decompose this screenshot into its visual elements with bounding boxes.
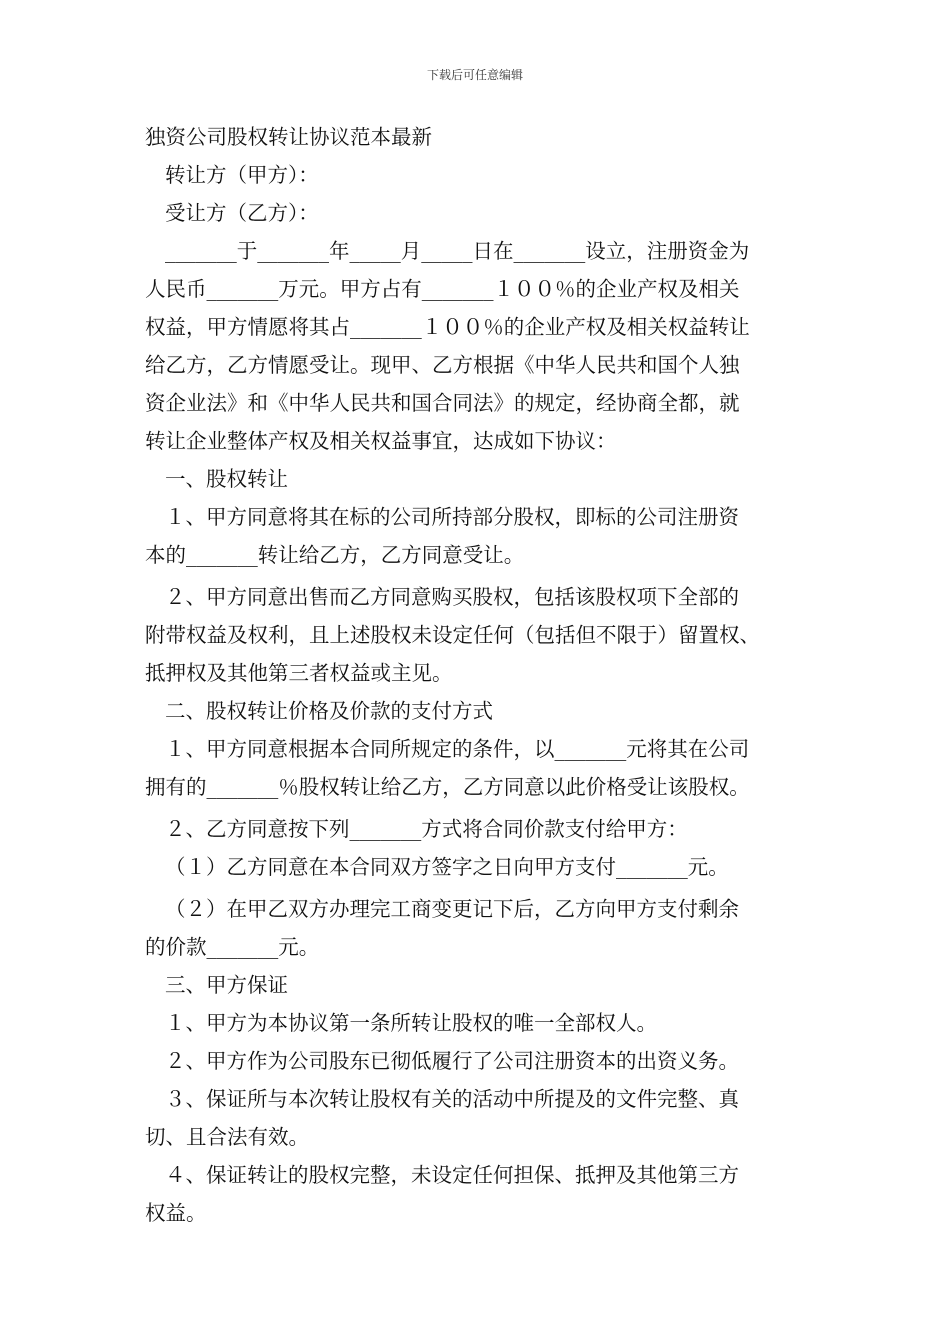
document-line-text: （１）乙方同意在本合同双方签字之日向甲方支付_______元。 (165, 855, 729, 879)
document-line-text: １、甲方为本协议第一条所转让股权的唯一全部权人。 (165, 1011, 657, 1035)
document-line (145, 346, 815, 384)
document-line-text: ２、甲方同意出售而乙方同意购买股权，包括该股权项下全部的 (165, 585, 739, 609)
document-line (145, 966, 815, 1004)
document-line (145, 654, 815, 692)
document-line (145, 156, 815, 194)
document-line (145, 308, 815, 346)
document-line-text: 附带权益及权利，且上述股权未设定任何（包括但不限于）留置权、 (145, 623, 760, 647)
document-line-text: 资企业法》和《中华人民共和国合同法》的规定，经协商全都，就 (145, 391, 740, 415)
document-line (145, 384, 815, 422)
document-line (145, 422, 815, 460)
document-line-text: 人民币_______万元。甲方占有_______１００％的企业产权及相关 (145, 277, 740, 301)
document-line-text: ３、保证所与本次转让股权有关的活动中所提及的文件完整、真 (165, 1087, 739, 1111)
document-line (145, 890, 815, 928)
document-line-text: 的价款_______元。 (145, 935, 320, 959)
document-line (145, 928, 815, 966)
document-line-text: 权益。 (145, 1201, 207, 1225)
document-line-text: 一、股权转让 (165, 467, 288, 491)
document-line (145, 1004, 815, 1042)
document-line (145, 1080, 815, 1118)
document-line-text: _______于_______年_____月_____日在_______设立，注册资金为 (165, 239, 750, 263)
document-line (145, 232, 815, 270)
document-line (145, 1042, 815, 1080)
document-line (145, 730, 815, 768)
document-line-text: 切、且合法有效。 (145, 1125, 309, 1149)
document-line-text: 拥有的_______％股权转让给乙方，乙方同意以此价格受让该股权。 (145, 775, 750, 799)
document-line-text: 受让方（乙方）： (165, 201, 319, 225)
document-line (145, 536, 815, 574)
document-line (145, 498, 815, 536)
document-line (145, 768, 815, 806)
document-line (145, 460, 815, 498)
document-line (145, 194, 815, 232)
document-line-text: 抵押权及其他第三者权益或主见。 (145, 661, 453, 685)
document-line-text: 转让企业整体产权及相关权益事宜，达成如下协议： (145, 429, 617, 453)
document-line (145, 578, 815, 616)
document-line (145, 1194, 815, 1232)
document-line (145, 692, 815, 730)
document-line-text: 权益，甲方情愿将其占_______１００％的企业产权及相关权益转让 (145, 315, 750, 339)
document-line (145, 270, 815, 308)
document-line-text: ４、保证转让的股权完整，未设定任何担保、抵押及其他第三方 (165, 1163, 739, 1187)
document-line-text: 二、股权转让价格及价款的支付方式 (165, 699, 493, 723)
document-line-text: （２）在甲乙双方办理完工商变更记下后，乙方向甲方支付剩余 (165, 897, 739, 921)
document-line (145, 848, 815, 886)
document-line (145, 1156, 815, 1194)
document-line-text: １、甲方同意根据本合同所规定的条件，以_______元将其在公司 (165, 737, 750, 761)
document-line-text: 给乙方，乙方情愿受让。现甲、乙方根据《中华人民共和国个人独 (145, 353, 740, 377)
document-line (145, 616, 815, 654)
document-line-text: 三、甲方保证 (165, 973, 288, 997)
document-line-text: ２、乙方同意按下列_______方式将合同价款支付给甲方： (165, 817, 688, 841)
document-line-text: 本的_______转让给乙方，乙方同意受让。 (145, 543, 525, 567)
page-header: 下载后可任意编辑 (426, 68, 523, 82)
document-line-text: ２、甲方作为公司股东已彻低履行了公司注册资本的出资义务。 (165, 1049, 739, 1073)
document-line-text: 转让方（甲方）： (165, 163, 319, 187)
document-line-text: １、甲方同意将其在标的公司所持部分股权，即标的公司注册资 (165, 505, 739, 529)
document-line (145, 1118, 815, 1156)
document-title: 独资公司股权转让协议范本最新 (145, 125, 432, 149)
document-line (145, 810, 815, 848)
document-body (145, 118, 815, 1232)
